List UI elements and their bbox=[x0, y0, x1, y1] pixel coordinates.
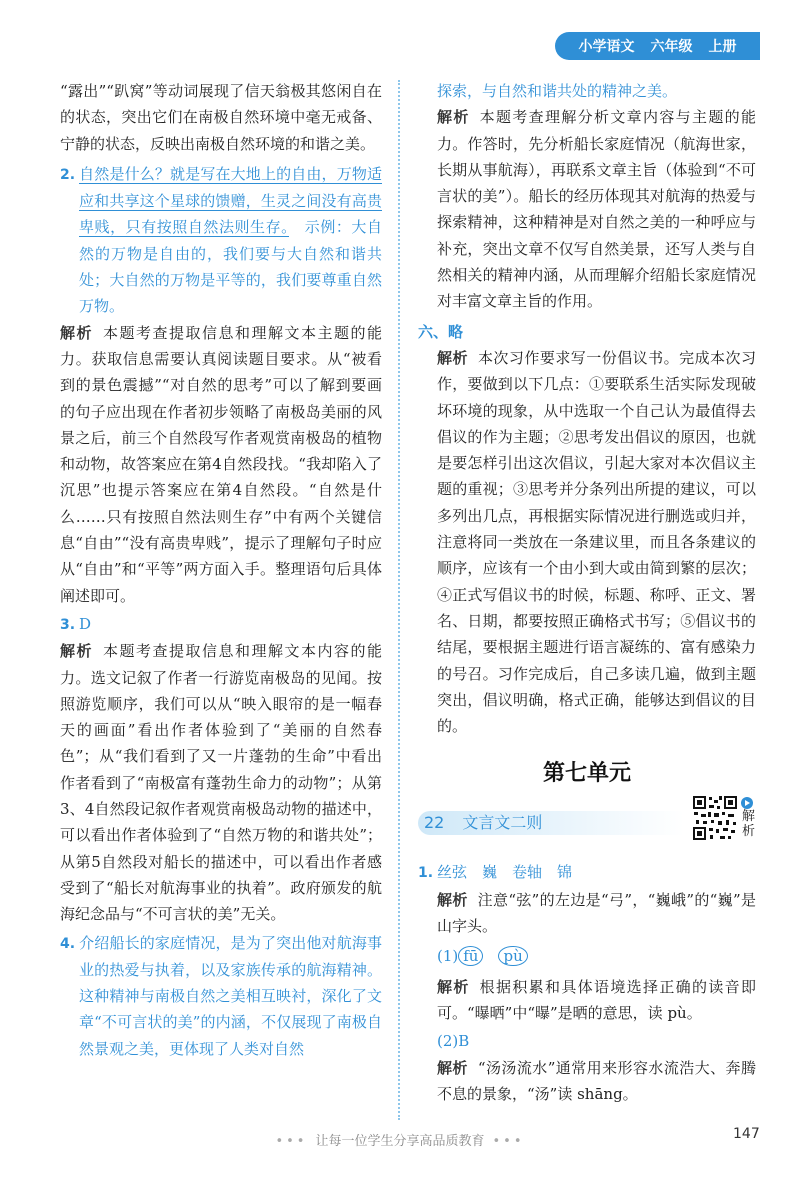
q2-answer: 自然是什么？就是写在大地上的自由，万物适应和共享这个星球的馈赠，生灵之间没有高贵卑贱，只有按照自然法则生存。 bbox=[79, 164, 382, 237]
section-6-label: 六、略 bbox=[418, 322, 464, 341]
q2-analysis-block bbox=[60, 320, 382, 609]
header-grade: 六年级 bbox=[650, 39, 693, 55]
sub1-choice-b: pù bbox=[498, 946, 527, 966]
footer: ••• 让每一位学生分享高品质教育 ••• bbox=[275, 1134, 525, 1149]
question-3 bbox=[60, 611, 382, 638]
play-icon[interactable] bbox=[741, 797, 753, 809]
lesson-q1-answer: 丝弦 巍 卷轴 锦 bbox=[437, 863, 573, 882]
q2-number: 2. bbox=[60, 166, 76, 183]
lesson-q1-analysis-block bbox=[418, 887, 756, 940]
footer-slogan: 让每一位学生分享高品质教育 bbox=[315, 1134, 485, 1149]
unit-title: 第七单元 bbox=[542, 761, 631, 787]
sub1-choice-a: fū bbox=[458, 946, 483, 966]
q4-number: 4. bbox=[60, 935, 76, 952]
sub2-analysis-block bbox=[418, 1055, 756, 1108]
lesson-q1 bbox=[418, 859, 756, 886]
q4-analysis: 本题考查理解分析文章内容与主题的能力。作答时，先分析船长家庭情况（航海世家，长期从事航海），再联系文章主旨（体验到“不可言状的美”）。船长的经历体现其对航海的热爱与探索精神，这种精神是对自然之美的一种呼应与补充，突出文章不仅写自然美景，还写人类与自然相关的精神内涵，从而理解介绍船长家庭情况对丰富文章主旨的作用。 bbox=[437, 108, 756, 311]
lesson-q1-number: 1. bbox=[418, 865, 434, 882]
section-6-analysis: 本次习作要求写一份倡议书。完成本次习作，要做到以下几点：①要联系生活实际发现破坏环境的现象，从中选取一个自己认为最值得去倡议的作为主题；②思考发出倡议的原因，也就是要怎样引出这次倡议，引起大家对本次倡议主题的重视；③思考并分条列出所提的建议，可以多列出几点，再根据实际情况进行删选或归并，注意将同一类放在一条建议里，而且各条建议的顺序，应该有一个由小到大或由简到繁的层次；④正式写倡议书的时候，标题、称呼、正文、署名、日期，都要按照正确格式书写；⑤倡议书的结尾，要根据主题进行语言凝练的、富有感染力的号召。习作完成后，自己多读几遍，做到主题突出，倡议明确，格式正确，能够达到倡议的目的。 bbox=[437, 348, 756, 736]
lesson-title: 文言文二则 bbox=[462, 813, 543, 833]
q2-analysis: 本题考查提取信息和理解文本主题的能力。获取信息需要认真阅读题目要求。从“被看到的景色震撼”“对自然的思考”可以了解到要画的句子应出现在作者初步领略了南极岛美丽的风景之后，前三个自然段写作者观赏南极岛的植物和动物，故答案应在第4自然段找。“我却陷入了沉思”也提示答案应在第4自然段。“自然是什么……只有按照自然法则生存”中有两个关键信息“自由”“没有高贵卑贱”，提示了理解句子时应从“自由”和“平等”两方面入手。整理语句后具体阐述即可。 bbox=[60, 323, 382, 605]
q4-answer: 介绍船长的家庭情况，是为了突出他对航海事业的热爱与执着，以及家族传承的航海精神。这种精神与南极自然之美相互映衬，深化了文章“不可言状的美”的内涵，不仅展现了南极自然景观之美，更体现了人类对自然 bbox=[79, 933, 382, 1058]
q3-number: 3. bbox=[60, 616, 76, 633]
sub1-analysis-tag: 解析 bbox=[437, 977, 470, 996]
header-volume: 上册 bbox=[708, 39, 737, 55]
section-6-analysis-block bbox=[418, 345, 756, 739]
lesson-bar bbox=[418, 811, 684, 835]
header-subject: 小学语文 bbox=[578, 39, 635, 55]
section-6-analysis-tag: 解析 bbox=[437, 348, 468, 367]
q4-analysis-tag: 解析 bbox=[437, 108, 470, 127]
q3-analysis-tag: 解析 bbox=[60, 642, 93, 661]
lesson-q1-analysis: 注意“弦”的左边是“弓”，“巍峨”的“巍”是山字头。 bbox=[437, 890, 756, 936]
qr-code-icon[interactable] bbox=[692, 795, 738, 841]
sub1-analysis-block bbox=[418, 974, 756, 1027]
left-column bbox=[60, 78, 382, 1062]
q2-example: 示例：大自然的万物是自由的，我们要与大自然和谐共处；大自然的万物是平等的，我们要尊重自然万物。 bbox=[79, 218, 382, 316]
q2-analysis-tag: 解析 bbox=[60, 323, 93, 342]
sub2-analysis: “汤汤流水”通常用来形容水流浩大、奔腾不息的景象，“汤”读 shāng。 bbox=[437, 1058, 756, 1103]
sub2-analysis-tag: 解析 bbox=[437, 1058, 468, 1077]
header-badge bbox=[555, 32, 760, 60]
page-number: 147 bbox=[733, 1126, 760, 1142]
q3-analysis: 本题考查提取信息和理解文本内容的能力。选文记叙了作者一行游览南极岛的见闻。按照游览顺序，我们可以从“映入眼帘的是一幅春天的画面”看出作者体验到了“美丽的自然春色”；从“我们看到了又一片蓬勃的生命”中看出作者看到了“南极富有蓬勃生命力的动物”；从第3、4自然段记叙作者观赏南极岛动物的描述中，可以看出作者体验到了“自然万物的和谐共处”；从第5自然段对船长的描述中，可以看出作者感受到了“船长对航海事业的执着”。政府颁发的航海纪念品与“不可言状的美”无关。 bbox=[60, 642, 382, 924]
q4-analysis-block bbox=[418, 104, 756, 314]
sub1-label: (1) bbox=[437, 947, 459, 966]
q4-answer-continued: 探索，与自然和谐共处的精神之美。 bbox=[437, 82, 678, 100]
lesson-header bbox=[418, 795, 756, 859]
question-2 bbox=[60, 161, 382, 320]
qr-label: 解析 bbox=[742, 809, 756, 840]
sub1-analysis: 根据积累和具体语境选择正确的读音即可。“曝晒”中“曝”是晒的意思，读 pù。 bbox=[437, 977, 756, 1022]
column-divider bbox=[398, 80, 400, 1120]
lesson-q1-analysis-tag: 解析 bbox=[437, 890, 468, 909]
lesson-q1-sub1 bbox=[418, 943, 756, 969]
intro-paragraph: “露出”“趴窝”等动词展现了信天翁极其悠闲自在的状态，突出它们在南极自然环境中毫无戒备、宁静的状态，反映出南极自然环境的和谐之美。 bbox=[60, 82, 382, 153]
question-4 bbox=[60, 930, 382, 1062]
right-column bbox=[418, 78, 756, 1107]
q3-answer: D bbox=[79, 614, 92, 633]
lesson-number: 22 bbox=[424, 813, 445, 833]
lesson-q1-sub2: (2)B bbox=[437, 1032, 470, 1051]
q3-analysis-block bbox=[60, 638, 382, 927]
